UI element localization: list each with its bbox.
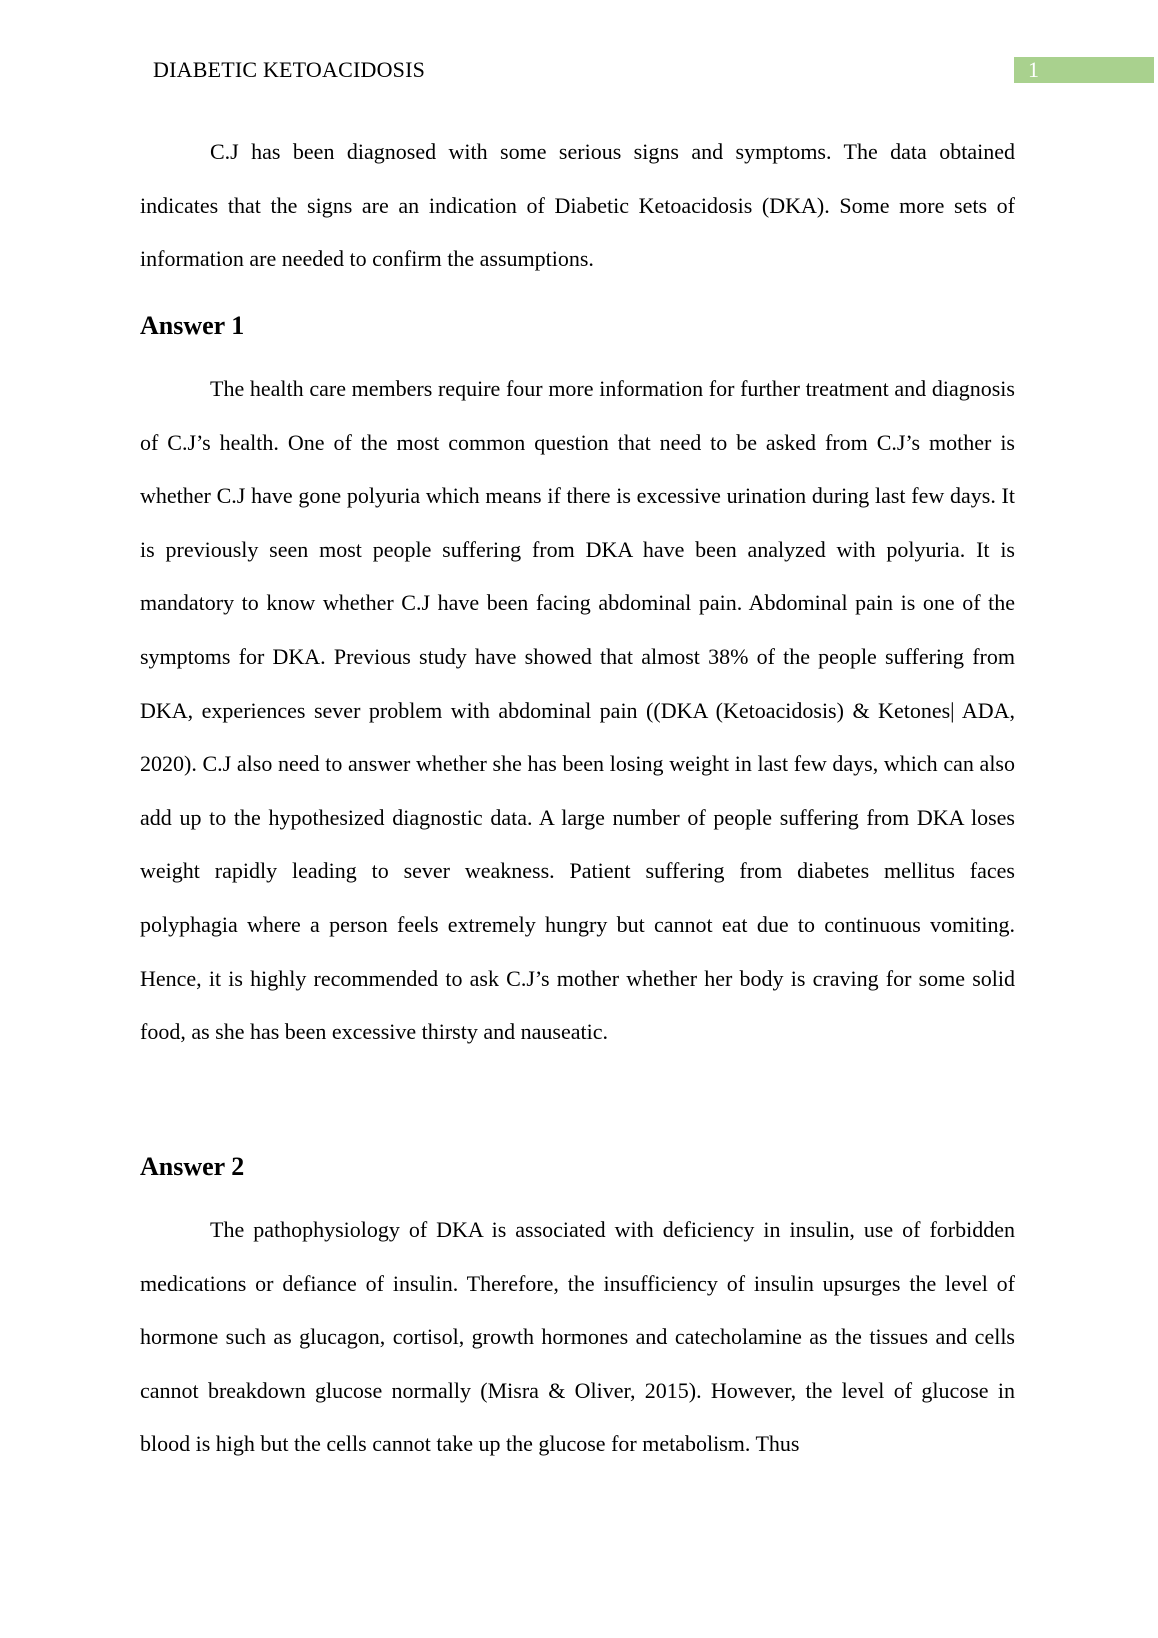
- answer-1-heading: Answer 1: [140, 311, 245, 340]
- intro-paragraph: C.J has been diagnosed with some serious signs and symptoms. The data obtained indicates that the signs are an indication of Diabetic Ketoacidosis (DKA). Some more sets of information are needed to confirm the assumptions.: [140, 139, 1015, 272]
- running-head: DIABETIC KETOACIDOSIS: [153, 57, 426, 82]
- answer-1-paragraph: The health care members require four more information for further treatment and diagnosis of C.J’s health. One of the most common question that need to be asked from C.J’s mother is whether C.J have gone polyuria which means if there is excessive urination during last few days. It is previously seen most people suffering from DKA have been analyzed with polyuria. It is mandatory to know whether C.J have been facing abdominal pain. Abdominal pain is one of the symptoms for DKA. Previous study have showed that almost 38% of the people suffering from DKA, experiences sever problem with abdominal pain ((DKA (Ketoacidosis) & Ketones| ADA, 2020). C.J also need to answer whether she has been losing weight in last few days, which can also add up to the hypothesized diagnostic data. A large number of people suffering from DKA loses weight rapidly leading to sever weakness. Patient suffering from diabetes mellitus faces polyphagia where a person feels extremely hungry but cannot eat due to continuous vomiting. Hence, it is highly recommended to ask C.J’s mother whether her body is craving for some solid food, as she has been excessive thirsty and nauseatic.: [140, 376, 1015, 1045]
- page-number-box: [1014, 57, 1154, 83]
- page-number: 1: [1028, 57, 1039, 82]
- answer-2-heading: Answer 2: [140, 1152, 245, 1181]
- answer-2-paragraph: The pathophysiology of DKA is associated with deficiency in insulin, use of forbidden medications or defiance of insulin. Therefore, the insufficiency of insulin upsurges the level of hormone such as glucagon, cortisol, growth hormones and catecholamine as the tissues and cells cannot breakdown glucose normally (Misra & Oliver, 2015). However, the level of glucose in blood is high but the cells cannot take up the glucose for metabolism. Thus: [140, 1217, 1015, 1457]
